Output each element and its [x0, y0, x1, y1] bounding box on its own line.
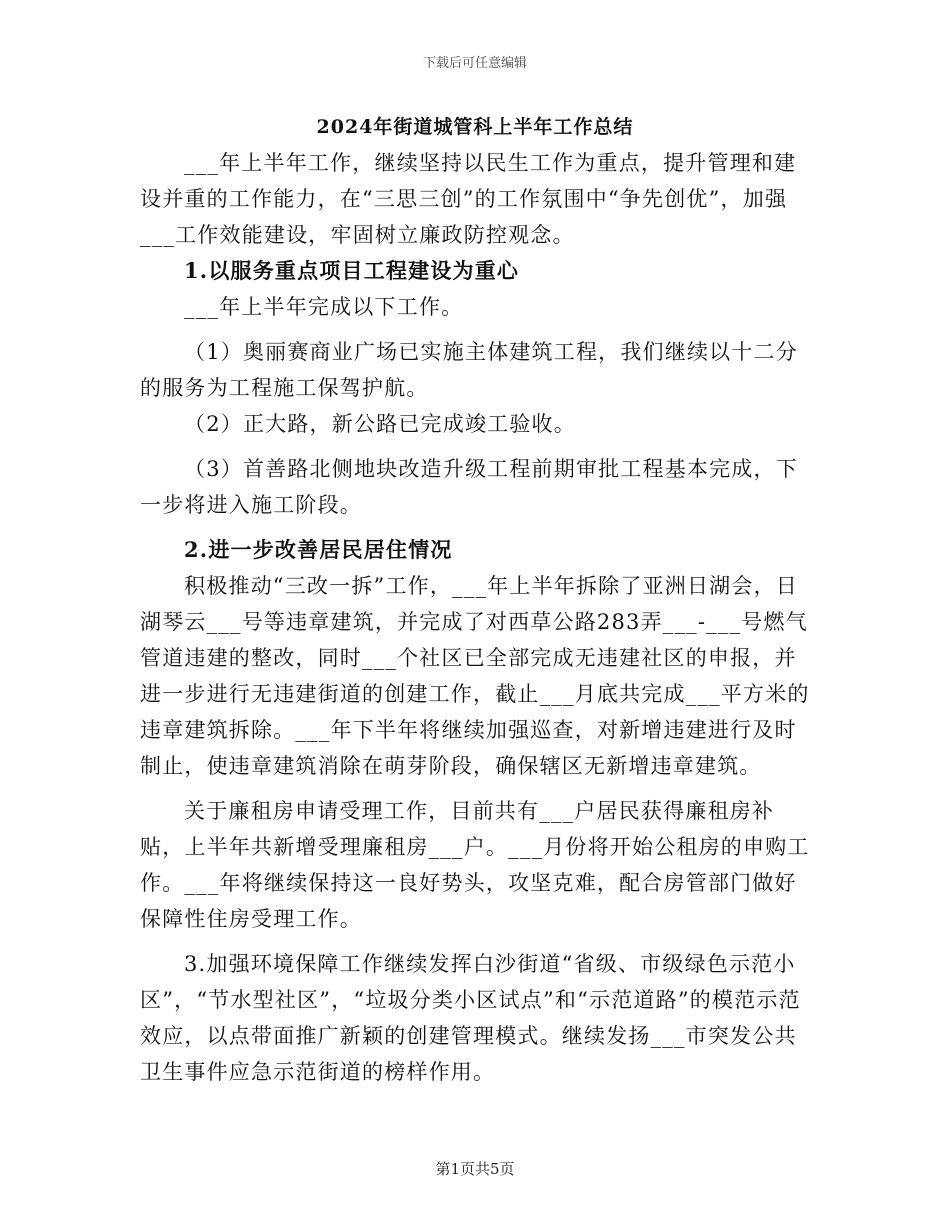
document-body: [140, 145, 812, 1090]
document-title: 2024年街道城管科上半年工作总结: [316, 116, 634, 138]
section-heading-1: 1.以服务重点项目工程建设为重心: [184, 258, 520, 283]
list-item: （2）正大路，新公路已完成竣工验收。: [184, 412, 576, 436]
paragraph: 3.加强环境保障工作继续发挥白沙街道“省级、市级绿色示范小区”，“节水型社区”，“垃圾分类小区试点”和“示范道路”的模范示范效应，以点带面推广新颖的创建管理模式。继续发扬___市突发公共卫生事件应急示范街道的榜样作用。: [140, 952, 801, 1084]
header-note: 下载后可任意编辑: [422, 56, 527, 71]
section-heading-2: 2.进一步改善居民居住情况: [184, 537, 453, 562]
intro-paragraph: ___年上半年工作，继续坚持以民生工作为重点，提升管理和建设并重的工作能力，在“三思三创”的工作氛围中“争先创优”，加强___工作效能建设，牢固树立廉政防控观念。: [140, 151, 797, 247]
page-footer: 第1页共5页: [435, 1160, 515, 1178]
list-item: （3）首善路北侧地块改造升级工程前期审批工程基本完成，下一步将进入施工阶段。: [140, 457, 798, 517]
paragraph: 关于廉租房申请受理工作，目前共有___户居民获得廉租房补贴，上半年共新增受理廉租房___户。___月份将开始公租房的申购工作。___年将继续保持这一良好势头，攻坚克难，配合房管部门做好保障性住房受理工作。: [140, 799, 810, 931]
paragraph: 积极推动“三改一拆”工作，___年上半年拆除了亚洲日湖会，日湖琴云___号等违章建筑，并完成了对西草公路283弄___-___号燃气管道违建的整改，同时___个社区已全部完成无违建社区的申报，并进一步进行无违建街道的创建工作，截止___月底共完成___平方米的违章建筑拆除。___年下半年将继续加强巡查，对新增违建进行及时制止，使违章建筑消除在萌芽阶段，确保辖区无新增违章建筑。: [140, 574, 810, 778]
list-item: （1）奥丽赛商业广场已实施主体建筑工程，我们继续以十二分的服务为工程施工保驾护航。: [140, 340, 798, 400]
paragraph: ___年上半年完成以下工作。: [184, 295, 464, 319]
